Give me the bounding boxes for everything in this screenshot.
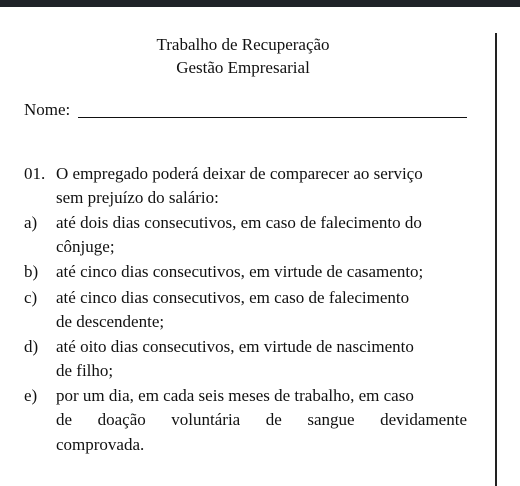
option-e-line-3: comprovada.	[56, 435, 145, 454]
top-dark-bar	[0, 0, 520, 7]
option-letter-e: e)	[24, 386, 38, 405]
option-a-line-2: cônjuge;	[56, 237, 115, 256]
option-c-line-1: até cinco dias consecutivos, em caso de falecimento	[56, 288, 410, 307]
name-label: Nome:	[24, 100, 71, 119]
right-margin-rule	[495, 33, 497, 486]
option-d-line-2: de filho;	[56, 361, 114, 380]
option-a-line-1: até dois dias consecutivos, em caso de falecimento do	[56, 213, 422, 232]
option-e-line-1: por um dia, em cada seis meses de trabalho, em caso	[56, 386, 414, 405]
option-d-line-1: até oito dias consecutivos, em virtude de nascimento	[56, 337, 414, 356]
option-letter-c: c)	[24, 288, 38, 307]
document-subtitle: Gestão Empresarial	[176, 58, 310, 77]
option-letter-b: b)	[24, 262, 39, 281]
question-stem-line-1: O empregado poderá deixar de comparecer ao serviço	[56, 164, 423, 183]
option-b-line-1: até cinco dias consecutivos, em virtude de casamento;	[56, 262, 424, 281]
option-letter-a: a)	[24, 213, 38, 232]
option-e-line-2: de doação voluntária de sangue devidamente	[56, 410, 467, 429]
document-title: Trabalho de Recuperação	[156, 35, 330, 54]
option-letter-d: d)	[24, 337, 39, 356]
name-fill-line	[78, 117, 467, 118]
question-number: 01.	[24, 164, 46, 183]
question-stem-line-2: sem prejuízo do salário:	[56, 188, 219, 207]
option-c-line-2: de descendente;	[56, 312, 165, 331]
